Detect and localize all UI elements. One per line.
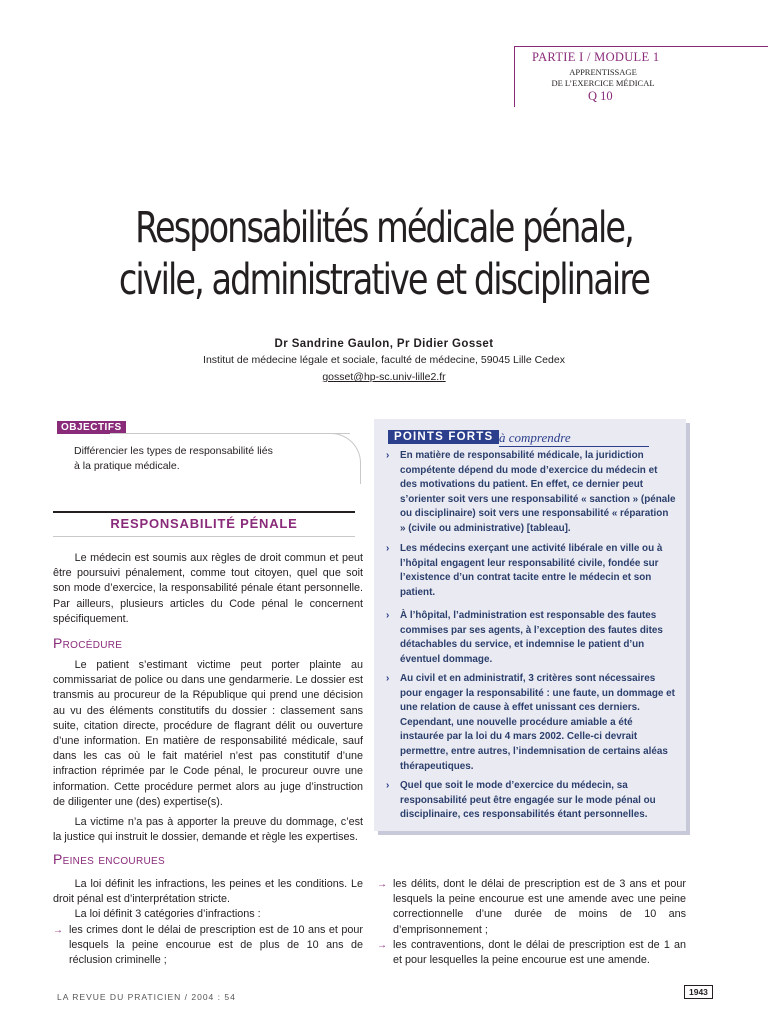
chevron-right-icon: › [386,610,390,621]
points-forts-item [386,779,676,823]
objectifs-rule [110,433,350,434]
points-forts-item-text: Les médecins exerçant une activité libérale en ville ou à l’hôpital engagent leur responsabilité civile, fondée sur l’existence d’un contrat tacite entre le médecin et son patient. [400,543,663,598]
paragraph-peines-a [53,877,363,907]
arrow-icon: → [377,879,387,890]
section-rule-bottom [53,536,355,537]
points-forts-item-text: Quel que soit le mode d’exercice du médecin, sa responsabilité peut être engagée sur le mode pénal ou disciplinaire, ces responsabilités étant personnelles. [400,780,656,821]
section-title: RESPONSABILITÉ PÉNALE [110,516,298,531]
page-number: 1943 [684,985,713,999]
title-line-1: Responsabilités médicale pénale, [135,203,633,253]
subheading-procedure: Procédure [53,635,123,651]
objectifs-line-2: à la pratique médicale. [74,460,180,472]
objectifs-curve [330,433,361,484]
subheading-peines: Peines encourues [53,851,165,867]
module-subtitle-line1: APPRENTISSAGE [569,67,637,77]
email[interactable] [0,371,768,383]
points-forts-item [386,672,676,774]
title-line-2: civile, administrative et disciplinaire [118,255,650,305]
objectifs-text [74,444,273,474]
chevron-right-icon: › [386,780,390,791]
points-forts-tag: POINTS FORTS [388,430,499,444]
points-forts-item-text: Au civil et en administratif, 3 critères sont nécessaires pour engager la responsabilité : une faute, un dommage et une relation de cause à effet unissant ces derniers. Cependant, une nouvelle procédure amiable a été instaurée par la loi du 4 mars 2002. Celle-ci devrait permettre, entre autres, l’indemnisation de certains aléas thérapeutiques. [400,673,675,772]
chevron-right-icon: › [386,543,390,554]
email-link[interactable]: gosset@hp-sc.univ-lille2.fr [322,371,446,383]
points-forts-item [386,542,676,600]
points-forts-rule [499,446,649,447]
module-label: PARTIE I / MODULE 1 [532,50,660,64]
paragraph-victime [53,815,363,845]
points-forts-item [386,449,676,537]
points-forts-subtitle: à comprendre [499,430,571,445]
points-forts-item-text: En matière de responsabilité médicale, la juridiction compétente dépend du mode d’exercice du médecin et des motivations du patient. En effet, ce dernier peut s’orienter soit vers une responsabilité « sanction » (pénale ou disciplinaire) soit vers une responsabilité « réparation » (civile ou administrative) [tableau]. [400,450,676,534]
points-forts-item [386,609,676,667]
paragraph-peines [53,877,363,923]
arrow-icon: → [377,940,387,951]
module-subtitle-line2: DE L’EXERCICE MÉDICAL [551,78,655,88]
chevron-right-icon: › [386,673,390,684]
paragraph-victime-text: La victime n’a pas à apporter la preuve du dommage, c’est la justice qui instruit le dossier, demande et règle les expertises. [53,816,363,844]
paragraph-peines-b [53,907,363,922]
list-item-delits-text: les délits, dont le délai de prescription est de 3 ans et pour lesquels la peine encourue est une amende avec une peine correctionnelle d’une durée de moins de 10 ans d’emprisonnement ; [393,878,686,936]
institution: Institut de médecine légale et sociale, faculté de médecine, 59045 Lille Cedex [203,354,565,366]
list-item-contraventions [377,938,686,968]
section-rule-top [53,511,355,513]
module-subtitle [548,67,658,89]
paragraph-peines-a-text: La loi définit les infractions, les peines et les conditions. Le droit pénal est d’interprétation stricte. [53,878,363,906]
journal-footer: LA REVUE DU PRATICIEN / 2004 : 54 [57,992,236,1002]
objectifs-tag: OBJECTIFS [57,421,126,434]
chevron-right-icon: › [386,450,390,461]
points-forts-item-text: À l’hôpital, l’administration est responsable des fautes commises par ses agents, à l’exception des fautes dites détachables du service, et indemnise le patient d’un éventuel dommage. [400,610,663,665]
list-item-crimes-text: les crimes dont le délai de prescription est de 10 ans et pour lesquels la peine encourue est de plus de 10 ans de réclusion criminelle ; [69,924,363,967]
article-title [84,202,683,306]
question-number: Q 10 [588,89,613,103]
list-item-contraventions-text: les contraventions, dont le délai de prescription est de 1 an et pour lesquelles la peine encourue est une amende. [393,939,686,967]
arrow-icon: → [53,925,63,936]
paragraph-peines-b-text: La loi définit 3 catégories d’infractions : [74,908,261,921]
authors: Dr Sandrine Gaulon, Pr Didier Gosset [274,338,494,350]
paragraph-procedure [53,658,363,810]
paragraph-intro-text: Le médecin est soumis aux règles de droit commun et peut être poursuivi pénalement, comme tout citoyen, quel que soit son mode d’exercice, la responsabilité pénale étant personnelle. Par ailleurs, plusieurs articles du Code pénal le concernent spécifiquement. [53,552,363,625]
objectifs-line-1: Différencier les types de responsabilité liés [74,445,273,457]
paragraph-procedure-text: Le patient s’estimant victime peut porter plainte au commissariat de police ou dans une gendarmerie. Le dossier est transmis au procureur de la République qui prend une décision au vu des éléments constitutifs du dossier : classement sans suite, citation directe, procédure de flagrant délit ou ouverture d’une information. En matière de responsabilité médicale, sauf dans les cas où le fait matériel n’est pas constitutif d’une infraction réprimée par le Code pénal, le procureur ouvre une information. Cette procédure permet alors au juge d’instruction de diligenter une (des) expertise(s). [53,659,363,808]
paragraph-intro [53,551,363,627]
list-item-crimes [53,923,363,969]
list-item-delits [377,877,686,938]
